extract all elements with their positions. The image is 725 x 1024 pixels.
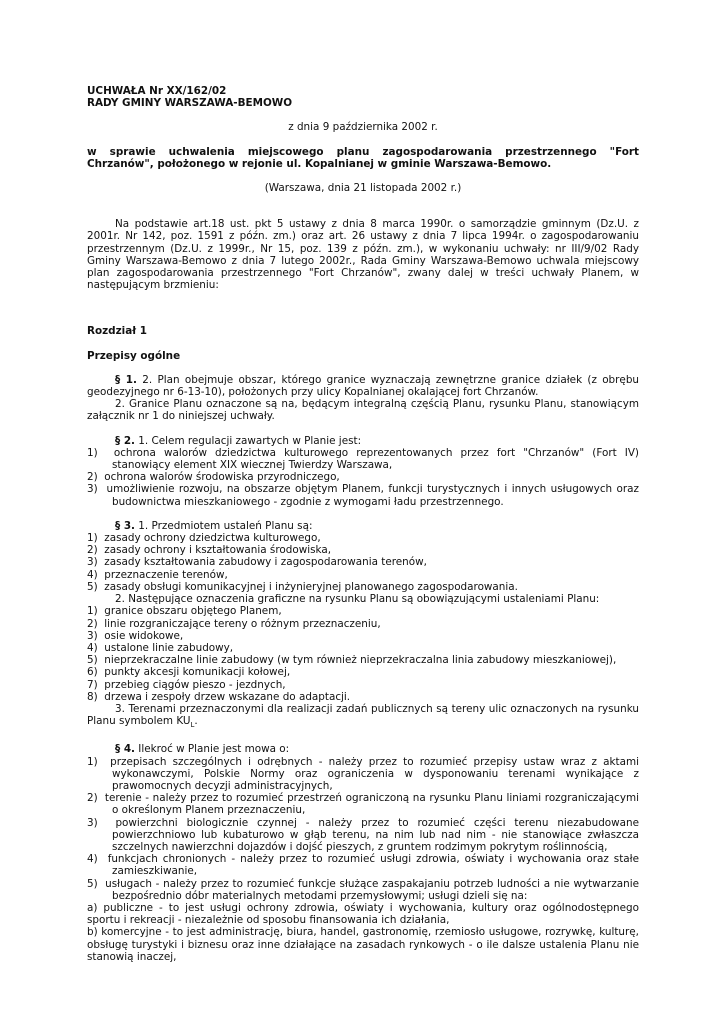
list-item-number: 6) (87, 666, 98, 679)
list-item (0, 630, 639, 642)
list-item (0, 817, 639, 854)
list-item-number: 8) (87, 690, 98, 703)
list-item-number: 2) (87, 617, 98, 630)
list-item (0, 605, 639, 617)
list-item-number: 5) (87, 877, 98, 890)
section-1-text: 2. Plan obejmuje obszar, którego granice wyznaczają zewnętrzne granice działek (z obrębu geodezyjnego nr 6-13-10), położonych przy ulicy Kopalnianej okalającej fort Chrzanów. (87, 373, 640, 399)
preamble: Na podstawie art.18 ust. pkt 5 ustawy z dnia 8 marca 1990r. o samorządzie gminnym (Dz.U. z 2001r. Nr 142, poz. 1591 z późn. zm.) oraz art. 26 ustawy z dnia 7 lipca 1994r. o zagospodarowaniu przestrzennym (Dz.U. z 1999r., Nr 15, poz. 139 z późn. zm.), w wykonaniu uchwały: nr III/9/02 Rady Gminy Warszawa-Bemowo z dnia 7 lutego 2002r., Rada Gminy Warszawa-Bemowo uchwala miejscowy plan zagospodarowania przestrzennego "Fort Chrzanów", zwany dalej w treści uchwały Planem, w następującym brzmieniu: (87, 218, 639, 292)
list-item-text: punkty akcesji komunikacji kołowej, (104, 666, 291, 679)
section-3-para-3-text: 3. Terenami przeznaczonymi dla realizacji zadań publicznych są tereny ulic oznaczonych na rysunku Planu symbolem KU (87, 702, 639, 728)
list-item-text: ustalone linie zabudowy, (104, 641, 234, 654)
list-item-number: 1) (87, 446, 98, 459)
list-item-text: przebieg ciągów pieszo - jezdnych, (104, 678, 286, 691)
section-3-para-3-end: . (194, 715, 198, 728)
section-4-intro: Ilekroć w Planie jest mowa o: (135, 743, 290, 756)
list-item-text: przepisach szczególnych i odrębnych - należy przez to rozumieć przepisy ustaw wraz z aktami wykonawczymi, Polskie Normy oraz ograniczenia w dysponowaniu terenami wynikające z prawomocnych decyzji administracyjnych, (110, 755, 640, 793)
list-item (0, 483, 639, 507)
section-3 (87, 520, 639, 532)
list-item-text: linie rozgraniczające tereny o różnym przeznaczeniu, (104, 617, 381, 630)
list-item-text: terenie - należy przez to rozumieć przestrzeń ograniczoną na rysunku Planu liniami rozgraniczającymi o określonym Planem przeznaczeniu, (104, 792, 639, 817)
list-item-number: 2) (87, 792, 98, 805)
list-item (0, 581, 639, 593)
list-item-number: 1) (87, 755, 98, 768)
section-4-mark: § 4. (115, 743, 135, 756)
resolution-date: z dnia 9 października 2002 r. (288, 121, 438, 134)
section-4-list (87, 756, 639, 902)
list-item (0, 691, 639, 703)
section-3-intro: 1. Przedmiotem ustaleń Planu są: (135, 519, 313, 532)
list-item (0, 447, 639, 471)
list-item-text: zasady ochrony i kształtowania środowiska, (104, 544, 332, 557)
list-item-text: drzewa i zespoły drzew wskazane do adaptacji. (104, 690, 351, 703)
list-item-number: 4) (87, 568, 98, 581)
list-item (0, 532, 639, 544)
list-item (0, 471, 639, 483)
section-2 (87, 435, 639, 447)
section-3-para-2: 2. Następujące oznaczenia graficzne na rysunku Planu są obowiązującymi ustaleniami Planu: (115, 593, 600, 606)
list-item-number: 1) (87, 605, 98, 618)
sub-item-a: a) publiczne - to jest usługi ochrony zdrowia, oświaty i wychowania, kultury oraz ogólnodostępnego sportu i rekreacji - niezależnie od sposobu finansowania ich działania, (87, 902, 639, 927)
resolution-subject: w sprawie uchwalenia miejscowego planu zagospodarowania przestrzennego "Fort Chrzanów", położonego w rejonie ul. Kopalnianej w gminie Warszawa-Bemowo. (87, 145, 639, 170)
list-item (0, 569, 639, 581)
list-item-text: usługach - należy przez to rozumieć funkcje służące zaspakajaniu potrzeb ludności a nie wytwarzanie bezpośrednio dóbr materialnych metodami przemysłowymi; usługi dzieli się na: (105, 877, 640, 902)
list-item (0, 666, 639, 678)
list-item-number: 1) (87, 532, 98, 545)
section-1-mark: § 1. (115, 373, 137, 386)
list-item (0, 679, 639, 691)
list-item-text: powierzchni biologicznie czynnej - należy przez to rozumieć części terenu niezabudowane powierzchniowo lub kubaturowo w głąb terenu, na nim lub nad nim - nie stanowiące zwłaszcza szczelnych nawierzchni dojazdów i dojść pieszych, z gruntem rodzimym pokrytym roślinnością, (112, 816, 639, 854)
resolution-title: UCHWAŁA Nr XX/162/02 (87, 85, 227, 97)
list-item-number: 3) (87, 483, 98, 496)
list-item (0, 618, 639, 630)
section-1 (87, 374, 639, 398)
chapter-title: Rozdział 1 (87, 325, 147, 338)
list-item-text: umożliwienie rozwoju, na obszarze objętym Planem, funkcji turystycznych i innych usługowych oraz budownictwa mieszkaniowego - zgodnie z wymogami ładu przestrzennego. (106, 483, 640, 508)
section-2-list (87, 447, 639, 508)
list-item (0, 792, 639, 816)
section-3-mark: § 3. (115, 519, 135, 532)
publication-place-date: (Warszawa, dnia 21 listopada 2002 r.) (264, 182, 462, 195)
document-page (87, 85, 639, 963)
list-item-number: 2) (87, 471, 98, 484)
list-item-text: nieprzekraczalne linie zabudowy (w tym również nieprzekraczalna linia zabudowy mieszkaniowej), (104, 654, 617, 667)
list-item (0, 544, 639, 556)
section-3-list-2 (87, 605, 639, 703)
list-item-number: 2) (87, 544, 98, 557)
section-3-list (87, 532, 639, 593)
list-item-number: 7) (87, 678, 98, 691)
subscript-l: L (190, 721, 195, 730)
list-item-text: funkcjach chronionych - należy przez to rozumieć usługi zdrowia, oświaty i wychowania oraz stałe zamieszkiwanie, (107, 853, 639, 878)
list-item-text: przeznaczenie terenów, (104, 568, 228, 581)
list-item-number: 3) (87, 556, 98, 569)
list-item (0, 756, 639, 793)
section-3-para-3 (87, 703, 639, 731)
sub-item-b: b) komercyjne - to jest administrację, biura, handel, gastronomię, rzemiosło usługowe, rozrywkę, kulturę, obsługę turystyki i biznesu oraz inne działające na zasadach rynkowych - o ile dalsze ustalenia Planu nie stanowią inaczej, (87, 926, 639, 963)
chapter-subtitle: Przepisy ogólne (87, 349, 181, 362)
section-2-intro: 1. Celem regulacji zawartych w Planie jest: (135, 434, 362, 447)
list-item-text: ochrona walorów dziedzictwa kulturowego reprezentowanych przez fort "Chrzanów" (Fort IV) stanowiący element XIX wiecznej Twierdzy Warszawa, (112, 446, 639, 472)
list-item-text: ochrona walorów środowiska przyrodniczego, (104, 471, 340, 484)
council-name: RADY GMINY WARSZAWA-BEMOWO (87, 97, 293, 110)
section-1-para-2: 2. Granice Planu oznaczone są na, będącym integralną częścią Planu, rysunku Planu, stanowiącym załącznik nr 1 do niniejszej uchwały. (87, 398, 639, 423)
list-item-number: 5) (87, 580, 98, 593)
list-item-number: 5) (87, 654, 98, 667)
list-item-text: zasady ochrony dziedzictwa kulturowego, (104, 532, 321, 545)
list-item-number: 3) (87, 629, 98, 642)
list-item (0, 853, 639, 877)
list-item-number: 3) (87, 816, 98, 829)
list-item-number: 4) (87, 853, 98, 866)
list-item (0, 642, 639, 654)
list-item-text: granice obszaru objętego Planem, (104, 605, 282, 618)
list-item-text: zasady kształtowania zabudowy i zagospodarowania terenów, (104, 556, 427, 569)
list-item (0, 878, 639, 902)
list-item (0, 556, 639, 568)
list-item-number: 4) (87, 641, 98, 654)
list-item (0, 654, 639, 666)
list-item-text: zasady obsługi komunikacyjnej i inżynieryjnej planowanego zagospodarowania. (104, 580, 518, 593)
list-item-text: osie widokowe, (104, 629, 184, 642)
section-4 (87, 743, 639, 755)
section-2-mark: § 2. (115, 434, 135, 447)
